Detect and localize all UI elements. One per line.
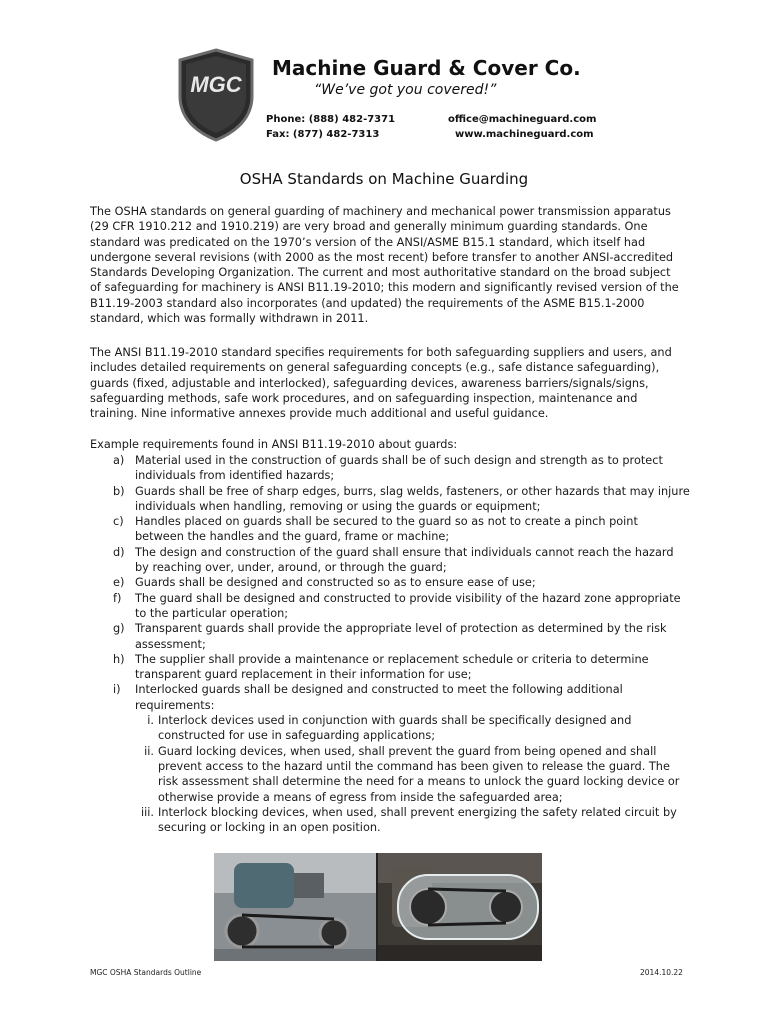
guarded-belt-drive-photo [378, 853, 542, 961]
list-item: h) The supplier shall provide a maintenance or replacement schedule or criteria to determine transparent guard replacement in their information for use; [113, 652, 649, 682]
paragraph-osha-standards: The OSHA standards on general guarding of machinery and mechanical power transmission apparatus (29 CFR 1910.212 and 1910.219) are very broad and generally minimum guarding standards. One standard was predicated on the 1970’s version of the ANSI/ASME B15.1 standard, which itself had undergone several revisions (with 2000 as the most recent) before transfer to another ANSI-accredited Standards Developing Organization. The current and most authoritative standard on the broad subject of safeguarding for machinery is ANSI B11.19-2010; this modern and significantly revised version of the B11.19-2003 standard also incorporates (and updated) the requirements of the ASME B15.1-2000 standard, which was formally withdrawn in 2011. [90, 205, 679, 326]
email-link[interactable]: office@machineguard.com [448, 114, 597, 125]
interlock-sublist [90, 713, 690, 835]
letterhead [176, 46, 597, 148]
list-item: b) Guards shall be free of sharp edges, burrs, slag welds, fasteners, or other hazards that may injure individuals when handling, removing or using the guards or equipment; [113, 484, 690, 513]
footer-document-name: MGC OSHA Standards Outline [90, 968, 202, 977]
motor-belt-drive-photo [214, 853, 376, 961]
list-item: a) Material used in the construction of guards shall be of such design and strength as to protect individuals from identified hazards; [113, 454, 663, 483]
fax-number: Fax: (877) 482-7313 [266, 129, 380, 140]
list-item: g) Transparent guards shall provide the appropriate level of protection as determined by the risk assessment; [113, 622, 667, 651]
sublist-item: i. Interlock devices used in conjunction with guards shall be specifically designed and constructed for use in safeguarding applications; [147, 714, 632, 743]
list-item: d) The design and construction of the guard shall ensure that individuals cannot reach the hazard by reaching over, under, around, or through the guard; [113, 545, 674, 575]
list-item: f) The guard shall be designed and constructed to provide visibility of the hazard zone appropriate to the particular operation; [113, 591, 681, 620]
paragraph-examples-intro: Example requirements found in ANSI B11.19-2010 about guards: [90, 438, 458, 451]
website-link[interactable]: www.machineguard.com [455, 129, 594, 140]
sublist-item: iii. Interlock blocking devices, when used, shall prevent energizing the safety related circuit by securing or locking in an open position. [140, 805, 677, 835]
phone-number: Phone: (888) 482-7371 [266, 114, 396, 125]
list-item: c) Handles placed on guards shall be secured to the guard so as not to create a pinch point between the handles and the guard, frame or machine; [113, 515, 638, 544]
company-name: Machine Guard & Cover Co. [272, 56, 581, 80]
logo-text: MGC [190, 72, 242, 97]
document-title: OSHA Standards on Machine Guarding [239, 170, 529, 188]
requirements-list [90, 453, 690, 835]
footer-date: 2014.10.22 [640, 968, 683, 977]
mgc-logo [176, 48, 256, 142]
paragraph-ansi-b11: The ANSI B11.19-2010 standard specifies requirements for both safeguarding suppliers and users, and includes detailed requirements on general safeguarding concepts (e.g., safe distance safeguarding), guards (fixed, adjustable and interlocked), safeguarding devices, awareness barriers/signals/signs, safeguarding methods, safe work procedures, and on safeguarding inspection, maintenance and training. Nine informative annexes provide much additional and useful guidance. [90, 346, 672, 421]
sublist-item: ii. Guard locking devices, when used, shall prevent the guard from being opened and shall prevent access to the hazard until the command has been given to release the guard. The risk assessment shall determine the need for a means to unlock the guard locking device or otherwise provide a means of egress from inside the safeguarded area; [144, 744, 680, 804]
company-tagline: “We’ve got you covered!” [314, 82, 497, 98]
list-item: e) Guards shall be designed and constructed so as to ensure ease of use; [113, 576, 536, 590]
machine-photos [214, 853, 542, 961]
list-item: i) Interlocked guards shall be designed and constructed to meet the following additional requirements: [113, 683, 623, 712]
